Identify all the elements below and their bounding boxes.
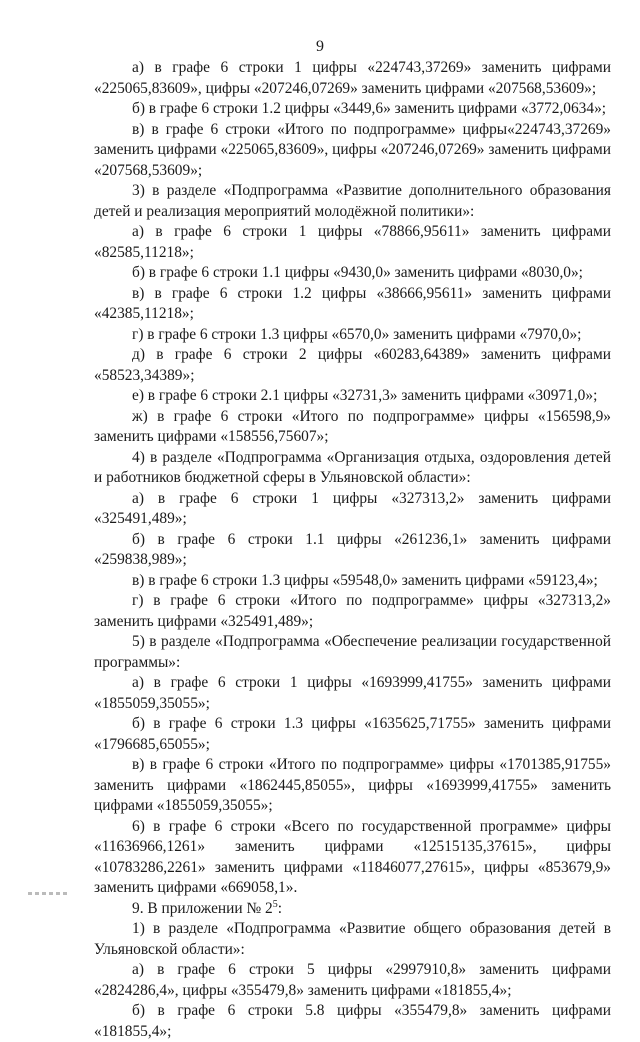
paragraph: д) в графе 6 строки 2 цифры «60283,64389» заменить цифрами «58523,34389»;: [94, 346, 611, 384]
paragraph: а) в графе 6 строки 1 цифры «224743,37269» заменить цифрами «225065,83609», цифры «207246,07269» заменить цифрами «207568,53609»;: [94, 59, 611, 97]
paragraph: в) в графе 6 строки «Итого по подпрограмме» цифры«224743,37269» заменить цифрами «225065,83609», цифры «207246,07269» заменить цифрами «207568,53609»;: [94, 120, 611, 179]
paragraph: г) в графе 6 строки 1.3 цифры «6570,0» заменить цифрами «7970,0»;: [132, 325, 582, 343]
section-heading-paragraph: 1) в разделе «Подпрограмма «Развитие общего образования детей в Ульяновской области»:: [94, 920, 611, 958]
paragraph: а) в графе 6 строки 1 цифры «78866,95611» заменить цифрами «82585,11218»;: [94, 223, 611, 261]
paragraph: а) в графе 6 строки 5 цифры «2997910,8» заменить цифрами «2824286,4», цифры «355479,8» заменить цифрами «181855,4»;: [94, 961, 611, 999]
scan-artifact: [28, 892, 68, 895]
paragraph: б) в графе 6 строки 1.3 цифры «1635625,71755» заменить цифрами «1796685,65055»;: [94, 715, 611, 753]
paragraph: б) в графе 6 строки 5.8 цифры «355479,8» заменить цифрами «181855,4»;: [94, 1002, 611, 1040]
section-heading-paragraph: 3) в разделе «Подпрограмма «Развитие дополнительного образования детей и реализация мероприятий молодёжной политики»:: [94, 182, 611, 220]
item-9-text: 9. В приложении № 2: [132, 899, 273, 917]
item-9-heading: [94, 899, 611, 920]
paragraph: в) в графе 6 строки 1.2 цифры «38666,95611» заменить цифрами «42385,11218»;: [94, 284, 611, 322]
paragraph: в) в графе 6 строки 1.3 цифры «59548,0» заменить цифрами «59123,4»;: [132, 571, 598, 589]
section-heading-paragraph: 5) в разделе «Подпрограмма «Обеспечение реализации государственной программы»:: [94, 633, 611, 671]
paragraph: б) в графе 6 строки 1.2 цифры «3449,6» заменить цифрами «3772,0634»;: [132, 100, 607, 117]
paragraph: 6) в графе 6 строки «Всего по государственной программе» цифры «11636966,1261» заменить цифрами «12515135,37615», цифры «10783286,2261» заменить цифрами «11846077,27615», цифры «853679,9» заменить цифрами «669058,1».: [94, 817, 611, 896]
paragraph: г) в графе 6 строки «Итого по подпрограмме» цифры «327313,2» заменить цифрами «325491,489»;: [94, 592, 611, 630]
paragraph: а) в графе 6 строки 1 цифры «1693999,41755» заменить цифрами «1855059,35055»;: [94, 674, 611, 712]
paragraph: б) в графе 6 строки 1.1 цифры «261236,1» заменить цифрами «259838,989»;: [94, 530, 611, 568]
page-number: 9: [316, 38, 324, 55]
paragraph: е) в графе 6 строки 2.1 цифры «32731,3» заменить цифрами «30971,0»;: [132, 387, 598, 404]
paragraph: б) в графе 6 строки 1.1 цифры «9430,0» заменить цифрами «8030,0»;: [132, 264, 583, 281]
item-9-superscript: 5: [272, 898, 278, 910]
item-9-suffix: :: [277, 899, 282, 917]
document-body: [94, 58, 611, 1042]
paragraph: а) в графе 6 строки 1 цифры «327313,2» заменить цифрами «325491,489»;: [94, 489, 611, 527]
section-heading-paragraph: 4) в разделе «Подпрограмма «Организация отдыха, оздоровления детей и работников бюджетной сферы в Ульяновской области»:: [94, 448, 611, 486]
paragraph: ж) в графе 6 строки «Итого по подпрограмме» цифры «156598,9» заменить цифрами «158556,75607»;: [94, 407, 611, 445]
paragraph: в) в графе 6 строки «Итого по подпрограмме» цифры «1701385,91755» заменить цифрами «1862445,85055», цифры «1693999,41755» заменить цифрами «1855059,35055»;: [94, 756, 611, 814]
